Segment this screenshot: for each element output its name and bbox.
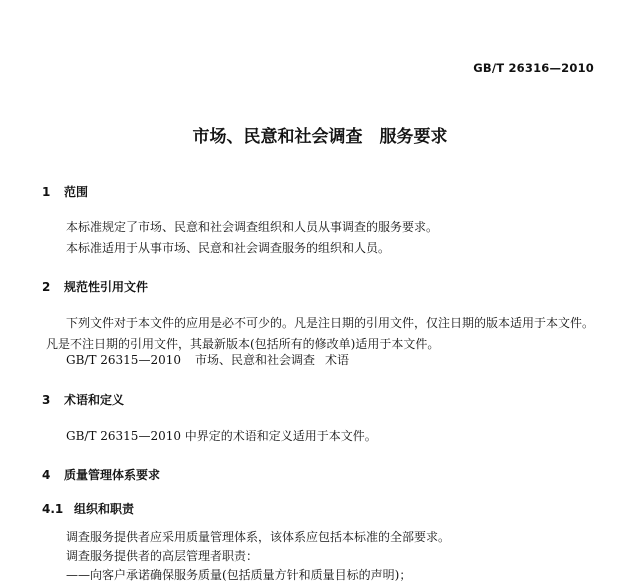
reference-code: GB/T 26315—2010 [66, 353, 181, 367]
section-2-heading [42, 278, 148, 295]
document-title: 市场、民意和社会调查 服务要求 [192, 127, 448, 147]
section-title: 规范性引用文件 [64, 280, 149, 294]
section-4-1-heading [42, 500, 134, 517]
section-number: 1 [42, 185, 51, 199]
section-1-paragraph-1: 本标准规定了市场、民意和社会调查组织和人员从事调查的服务要求。 [66, 220, 439, 234]
section-title: 组织和职责 [74, 502, 135, 516]
section-title: 术语和定义 [64, 393, 125, 407]
section-1-heading [42, 183, 88, 200]
standard-code: GB/T 26316—2010 [473, 61, 594, 75]
section-4-heading [42, 466, 160, 483]
section-number: 2 [42, 280, 51, 294]
normative-reference [66, 350, 596, 371]
section-1-paragraph-2: 本标准适用于从事市场、民意和社会调查服务的组织和人员。 [66, 241, 391, 255]
section-2-paragraph-1: 下列文件对于本文件的应用是必不可少的。凡是注日期的引用文件，仅注日期的版本适用于本文件。凡是不注日期的引用文件，其最新版本(包括所有的修改单)适用于本文件。 [46, 316, 595, 351]
section-number: 4 [42, 468, 51, 482]
reference-title: 市场、民意和社会调查 [194, 353, 315, 367]
section-title: 范围 [64, 185, 89, 199]
section-3-paragraph-1: GB/T 26315—2010 中界定的术语和定义适用于本文件。 [66, 429, 377, 443]
section-title: 质量管理体系要求 [64, 468, 161, 482]
section-4-1-paragraph-2: 调查服务提供者的高层管理者职责： [66, 549, 259, 563]
section-number: 3 [42, 393, 51, 407]
section-4-1-paragraph-1: 调查服务提供者应采用质量管理体系，该体系应包括本标准的全部要求。 [66, 530, 451, 544]
section-4-1-list-item: ——向客户承诺确保服务质量(包括质量方针和质量目标的声明)； [66, 568, 412, 582]
reference-suffix: 术语 [325, 353, 350, 367]
section-number: 4.1 [42, 502, 64, 516]
section-3-heading [42, 391, 124, 408]
